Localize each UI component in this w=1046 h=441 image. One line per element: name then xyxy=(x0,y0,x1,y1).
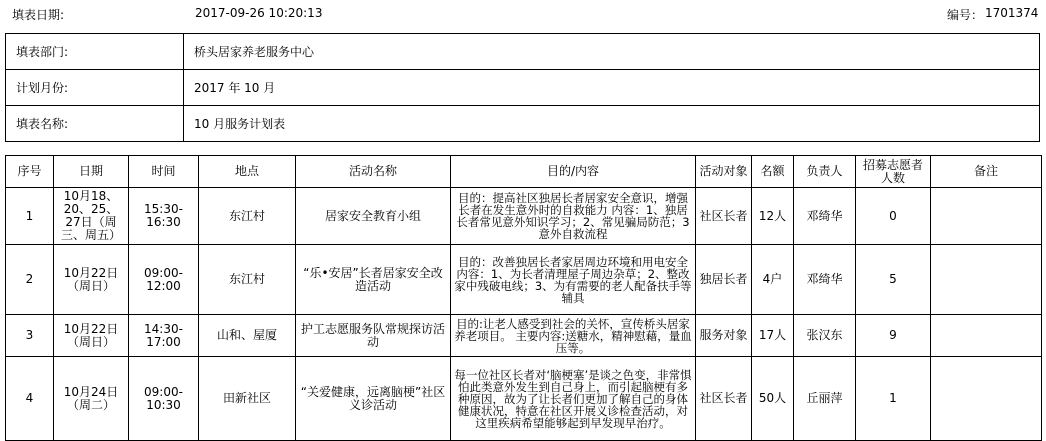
row-target: 社区长者 xyxy=(696,357,752,441)
row-leader: 丘丽萍 xyxy=(794,357,856,441)
col-header-time: 时间 xyxy=(129,156,199,188)
row-activity: “关爱健康，远离脑梗”社区义诊活动 xyxy=(296,357,451,441)
info-table xyxy=(5,33,1040,142)
plan-month-value: 2017 年 10 月 xyxy=(184,70,1040,106)
col-header-leader: 负责人 xyxy=(794,156,856,188)
col-header-quota: 名额 xyxy=(752,156,794,188)
row-note xyxy=(931,188,1042,245)
col-header-content: 目的/内容 xyxy=(451,156,696,188)
row-place: 东江村 xyxy=(199,188,296,245)
table-header-row xyxy=(6,156,1042,188)
row-activity: “乐•安居”长者居家安全改造活动 xyxy=(296,245,451,315)
info-row-department xyxy=(6,34,1040,70)
col-header-volunteers: 招募志愿者人数 xyxy=(856,156,931,188)
row-content: 目的：改善独居长者家居周边环境和用电安全 内容：1、为长者清理屋子周边杂草；2、整改家中残破电线；3、为有需要的老人配备扶手等辅具 xyxy=(451,245,696,315)
row-place: 田新社区 xyxy=(199,357,296,441)
row-date: 10月22日（周日） xyxy=(54,245,129,315)
col-header-target: 活动对象 xyxy=(696,156,752,188)
col-header-place: 地点 xyxy=(199,156,296,188)
row-activity: 居家安全教育小组 xyxy=(296,188,451,245)
row-time: 14:30-17:00 xyxy=(129,315,199,357)
row-date: 10月18、20、25、27日（周三、周五） xyxy=(54,188,129,245)
row-leader: 邓绮华 xyxy=(794,188,856,245)
row-time: 09:00-10:30 xyxy=(129,357,199,441)
row-place: 东江村 xyxy=(199,245,296,315)
row-target: 社区长者 xyxy=(696,188,752,245)
row-leader: 张汉东 xyxy=(794,315,856,357)
form-number-label: 编号： xyxy=(947,8,984,22)
department-value: 桥头居家养老服务中心 xyxy=(184,34,1040,70)
col-header-date: 日期 xyxy=(54,156,129,188)
row-no: 2 xyxy=(6,245,54,315)
row-leader: 邓绮华 xyxy=(794,245,856,315)
row-quota: 12人 xyxy=(752,188,794,245)
row-quota: 17人 xyxy=(752,315,794,357)
form-name-label: 填表名称: xyxy=(6,106,184,142)
row-no: 1 xyxy=(6,188,54,245)
col-header-no: 序号 xyxy=(6,156,54,188)
row-activity: 护工志愿服务队常规探访活动 xyxy=(296,315,451,357)
fill-date-label: 填表日期: xyxy=(12,8,65,22)
form-header xyxy=(0,0,1046,26)
row-volunteers: 5 xyxy=(856,245,931,315)
plan-month-label: 计划月份: xyxy=(6,70,184,106)
row-volunteers: 0 xyxy=(856,188,931,245)
table-row xyxy=(6,188,1042,245)
row-volunteers: 9 xyxy=(856,315,931,357)
row-place: 山和、屋厦 xyxy=(199,315,296,357)
row-quota: 4户 xyxy=(752,245,794,315)
row-content: 目的：提高社区独居长者居家安全意识，增强长者在发生意外时的自救能力 内容：1、独居长者常见意外知识学习；2、常见骗局防范；3 意外自救流程 xyxy=(451,188,696,245)
col-header-note: 备注 xyxy=(931,156,1042,188)
row-note xyxy=(931,357,1042,441)
fill-date-value: 2017-09-26 10:20:13 xyxy=(195,6,323,20)
row-time: 15:30-16:30 xyxy=(129,188,199,245)
row-volunteers: 1 xyxy=(856,357,931,441)
info-row-form-name xyxy=(6,106,1040,142)
info-row-plan-month xyxy=(6,70,1040,106)
row-quota: 50人 xyxy=(752,357,794,441)
col-header-activity: 活动名称 xyxy=(296,156,451,188)
row-target: 独居长者 xyxy=(696,245,752,315)
row-date: 10月22日（周日） xyxy=(54,315,129,357)
row-content: 每一位社区长者对‘脑梗塞’是谈之色变，非常惧怕此类意外发生到自己身上，而引起脑梗有多种原因，故为了让长者们更加了解自己的身体健康状况，特意在社区开展义诊检查活动，对这里疾病希望能够起到早发现早治疗。 xyxy=(451,357,696,441)
row-note xyxy=(931,315,1042,357)
row-note xyxy=(931,245,1042,315)
table-row xyxy=(6,315,1042,357)
table-row xyxy=(6,245,1042,315)
form-name-value: 10 月服务计划表 xyxy=(184,106,1040,142)
row-content: 目的:让老人感受到社会的关怀，宣传桥头居家养老项目。 主要内容:送糖水，精神慰藉，量血压等。 xyxy=(451,315,696,357)
service-plan-table xyxy=(5,155,1042,441)
row-no: 3 xyxy=(6,315,54,357)
department-label: 填表部门: xyxy=(6,34,184,70)
row-date: 10月24日（周二） xyxy=(54,357,129,441)
form-number-value: 1701374 xyxy=(985,6,1039,20)
row-time: 09:00-12:00 xyxy=(129,245,199,315)
table-row xyxy=(6,357,1042,441)
row-target: 服务对象 xyxy=(696,315,752,357)
row-no: 4 xyxy=(6,357,54,441)
